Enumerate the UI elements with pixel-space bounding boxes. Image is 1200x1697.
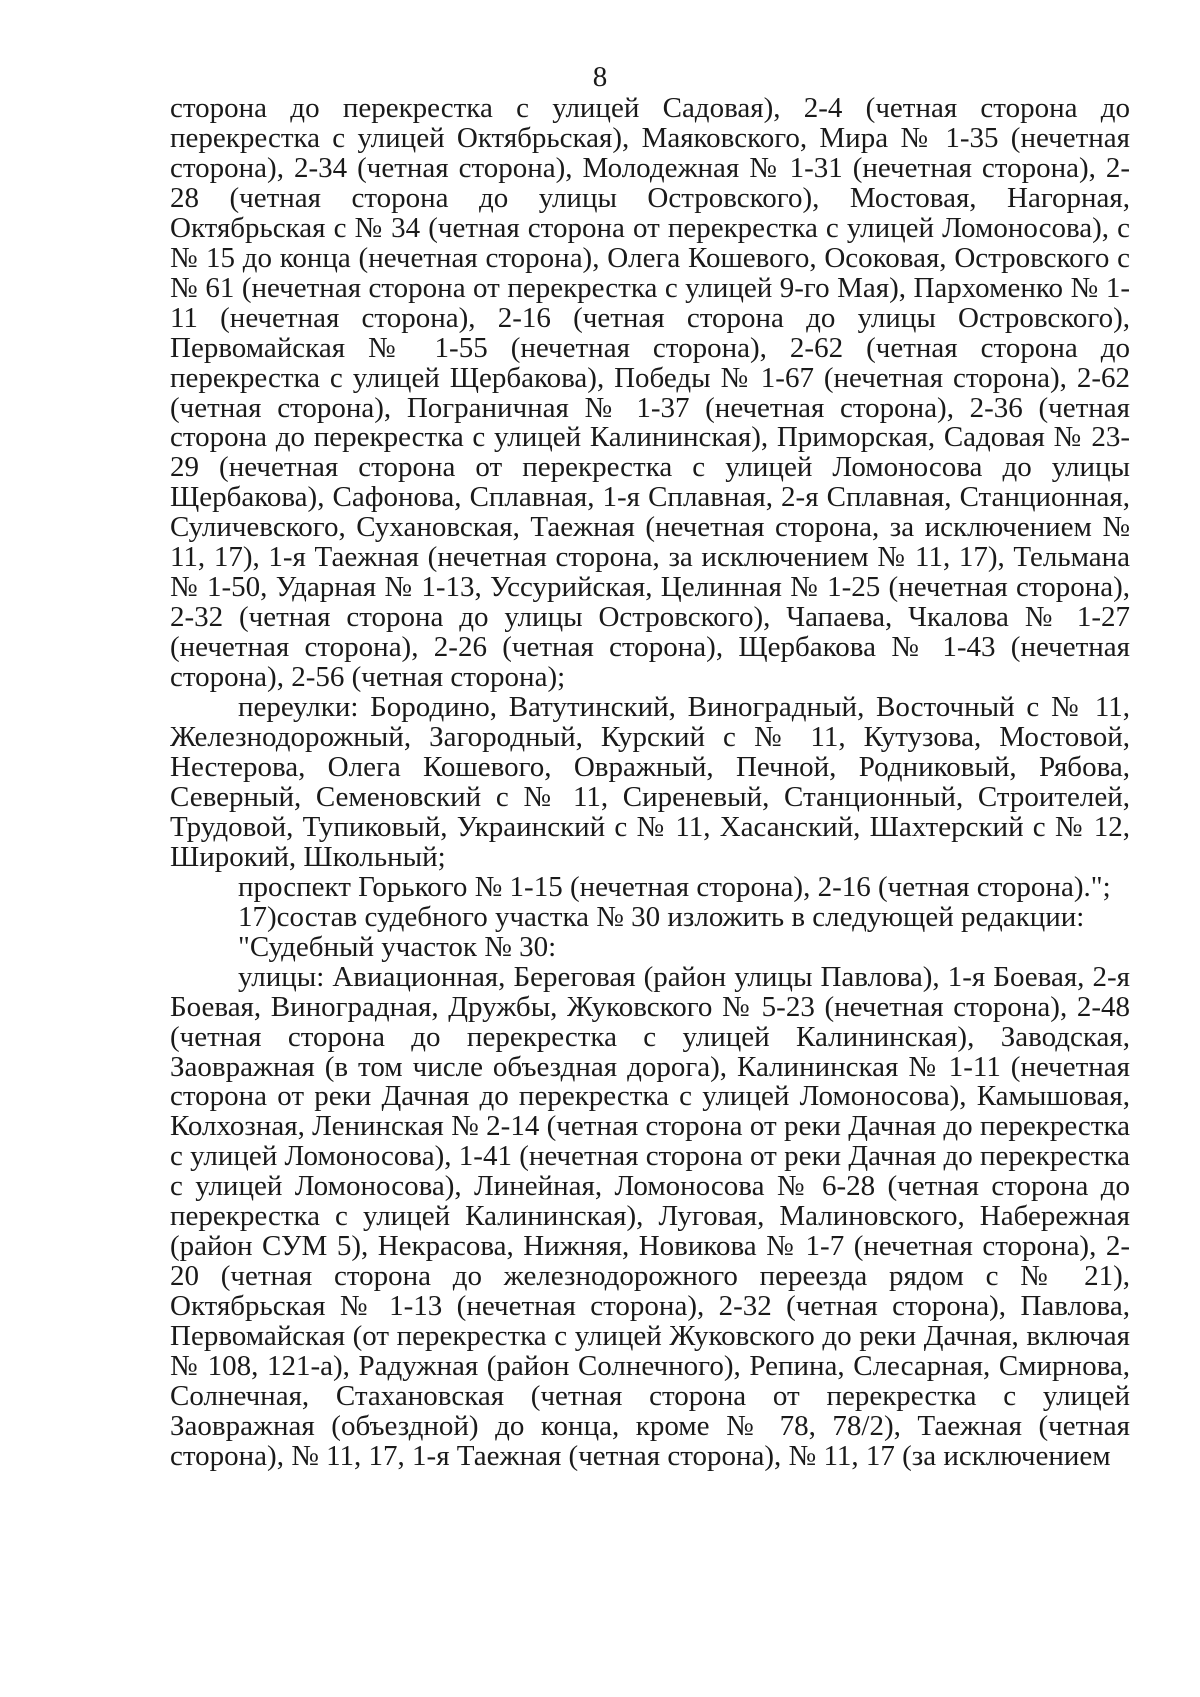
- paragraph-section-heading: "Судебный участок № 30:: [238, 930, 557, 963]
- document-body: [170, 94, 1130, 1472]
- paragraph-streets-continued: сторона до перекрестка с улицей Садовая), 2-4 (четная сторона до перекрестка с улицей Октябрьская), Маяковского, Мира № 1-35 (нечетная сторона), 2-34 (четная сторона), Молодежная № 1-31 (нечетная сторона), 2-28 (четная сторона до улицы Островского), Мостовая, Нагорная, Октябрьская с № 34 (четная сторона от перекрестка с улицей Ломоносова), с № 15 до конца (нечетная сторона), Олега Кошевого, Осоковая, Островского с № 61 (нечетная сторона от перекрестка с улицей 9-го Мая), Пархоменко № 1-11 (нечетная сторона), 2-16 (четная сторона до улицы Островского), Первомайская № 1-55 (нечетная сторона), 2-62 (четная сторона до перекрестка с улицей Щербакова), Победы № 1-67 (нечетная сторона), 2-62 (четная сторона), Пограничная № 1-37 (нечетная сторона), 2-36 (четная сторона до перекрестка с улицей Калининская), Приморская, Садовая № 23-29 (нечетная сторона от перекрестка с улицей Ломоносова до улицы Щербакова), Сафонова, Сплавная, 1-я Сплавная, 2-я Сплавная, Станционная, Суличевского, Сухановская, Таежная (нечетная сторона, за исключением № 11, 17), 1-я Таежная (нечетная сторона, за исключением № 11, 17), Тельмана № 1-50, Ударная № 1-13, Уссурийская, Целинная № 1-25 (нечетная сторона), 2-32 (четная сторона до улицы Островского), Чапаева, Чкалова № 1-27 (нечетная сторона), 2-26 (четная сторона), Щербакова № 1-43 (нечетная сторона), 2-56 (четная сторона);: [170, 92, 1130, 694]
- paragraph-item-17: 17)состав судебного участка № 30 изложить в следующей редакции:: [238, 900, 1085, 933]
- paragraph-lanes: переулки: Бородино, Ватутинский, Виноградный, Восточный с № 11, Железнодорожный, Загородный, Курский с № 11, Кутузова, Мостовой, Нестерова, Олега Кошевого, Овражный, Печной, Родниковый, Рябова, Северный, Семеновский с № 11, Сиреневый, Станционный, Строителей, Трудовой, Тупиковый, Украинский с № 11, Хасанский, Шахтерский с № 12, Широкий, Школьный;: [170, 691, 1130, 873]
- page-number: 8: [592, 61, 608, 93]
- paragraph-avenue: проспект Горького № 1-15 (нечетная сторона), 2-16 (четная сторона).";: [238, 870, 1111, 903]
- paragraph-streets-section-30: улицы: Авиационная, Береговая (район улицы Павлова), 1-я Боевая, 2-я Боевая, Виноградная, Дружбы, Жуковского № 5-23 (нечетная сторона), 2-48 (четная сторона до перекрестка с улицей Калининская), Заводская, Заовражная (в том числе объездная дорога), Калининская № 1-11 (нечетная сторона от реки Дачная до перекрестка с улицей Ломоносова), Камышовая, Колхозная, Ленинская № 2-14 (четная сторона от реки Дачная до перекрестка с улицей Ломоносова), 1-41 (нечетная сторона от реки Дачная до перекрестка с улицей Ломоносова), Линейная, Ломоносова № 6-28 (четная сторона до перекрестка с улицей Калининская), Луговая, Малиновского, Набережная (район СУМ 5), Некрасова, Нижняя, Новикова № 1-7 (нечетная сторона), 2-20 (четная сторона до железнодорожного переезда рядом с № 21), Октябрьская № 1-13 (нечетная сторона), 2-32 (четная сторона), Павлова, Первомайская (от перекрестка с улицей Жуковского до реки Дачная, включая № 108, 121-а), Радужная (район Солнечного), Репина, Слесарная, Смирнова, Солнечная, Стахановская (четная сторона от перекрестка с улицей Заовражная (объездной) до конца, кроме № 78, 78/2), Таежная (четная сторона), № 11, 17, 1-я Таежная (четная сторона), № 11, 17 (за исключением: [170, 960, 1130, 1472]
